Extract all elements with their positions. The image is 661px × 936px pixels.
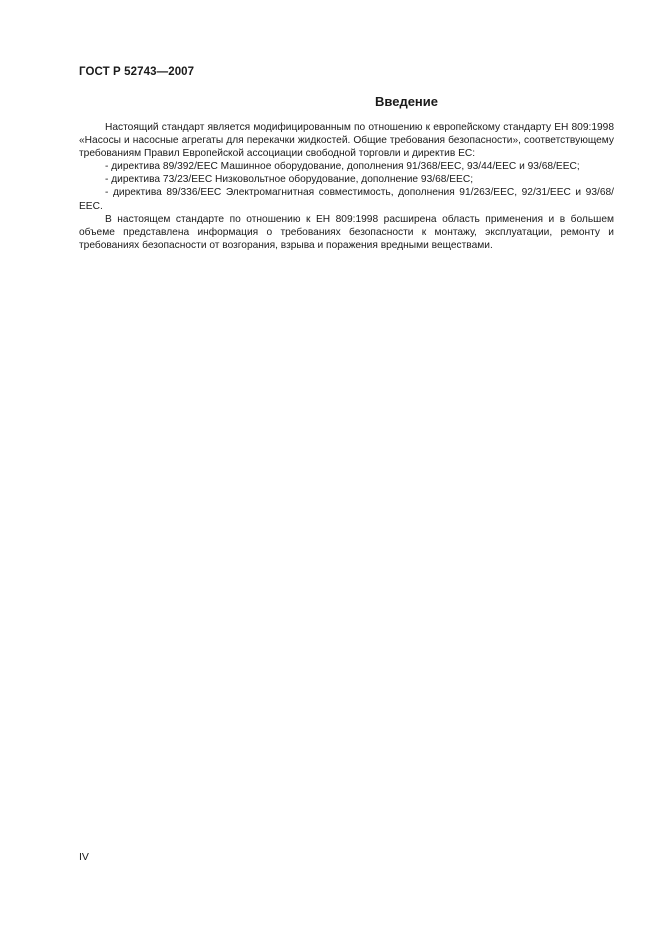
paragraph-intro: Настоящий стандарт является модифицированным по отношению к европейскому стандарту ЕН 809:1998 «Насосы и насосные агрегаты для перекачки жидкостей. Общие требования безопасности», соответствующему требованиям Правил Европейской ассоциации свободной торговли и директив ЕС:: [79, 122, 614, 160]
paragraph-directive-emc: - директива 89/336/ЕЕС Электромагнитная совместимость, дополнения 91/263/ЕЕС, 92/31/ЕЕС и 93/68/ЕЕС.: [79, 187, 614, 212]
page-number: IV: [79, 851, 89, 863]
section-title: Введение: [375, 94, 438, 109]
paragraph-scope: В настоящем стандарте по отношению к ЕН 809:1998 расширена область применения и в большем объеме представлена информация о требованиях безопасности к монтажу, эксплуатации, ремонту и требованиях безопасности от возгорания, взрыва и поражения вредными веществами.: [79, 213, 614, 251]
paragraph-directive-machinery: - директива 89/392/ЕЕС Машинное оборудование, дополнения 91/368/ЕЕС, 93/44/ЕЕС и 93/68/ЕЕС;: [105, 161, 580, 173]
paragraph-directive-low-voltage: - директива 73/23/ЕЕС Низковольтное оборудование, дополнение 93/68/ЕЕС;: [105, 174, 474, 186]
document-header: ГОСТ Р 52743—2007: [79, 66, 195, 78]
body-text: [79, 121, 614, 252]
